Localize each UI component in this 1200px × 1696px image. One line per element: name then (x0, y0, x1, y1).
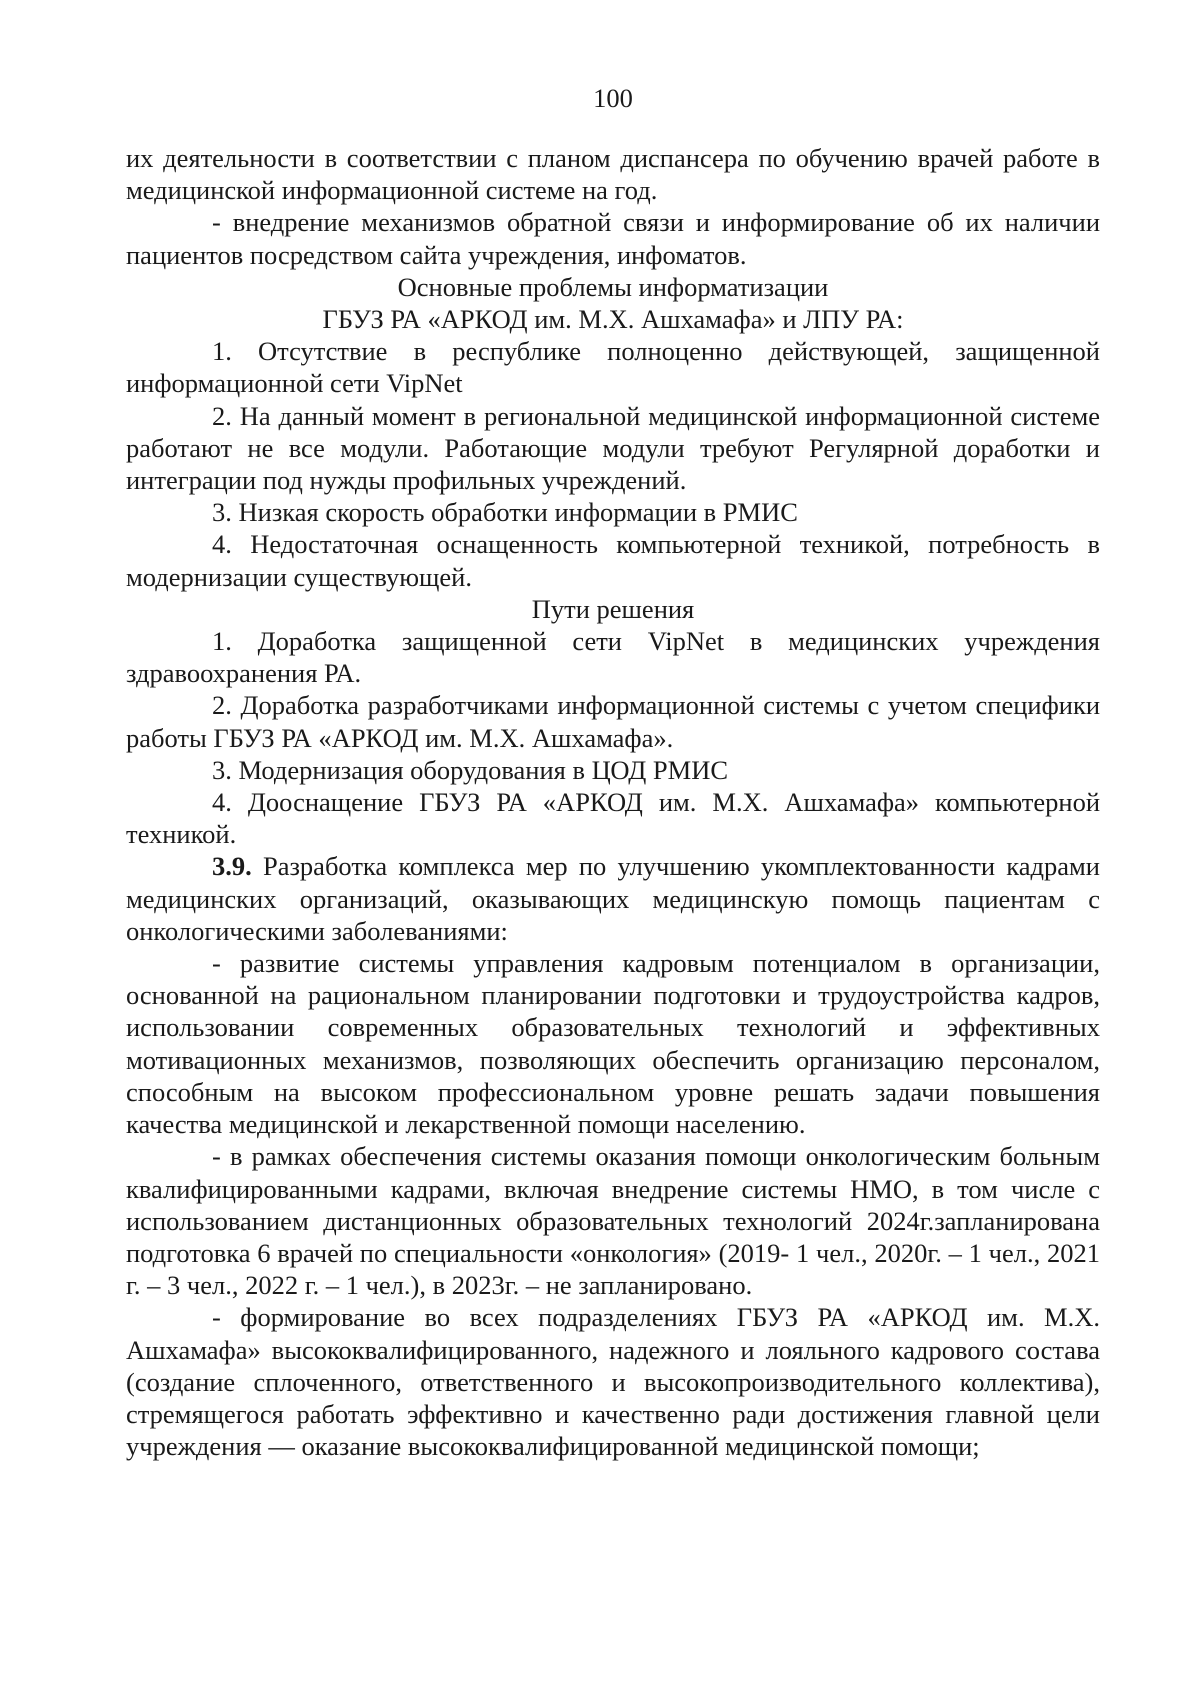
section-number: 3.9. (212, 851, 252, 882)
problem-item-1: 1. Отсутствие в республике полноценно действующей, защищенной информационной сети VipNet (126, 336, 1100, 399)
bullet-staff-formation: - формирование во всех подразделениях ГБУЗ РА «АРКОД им. М.Х. Ашхамафа» высококвалифицированного, надежного и лояльного кадрового состава (создание сплоченного, ответственного и высокопроизводительного коллектива), стремящегося работать эффективно и качественно ради достижения главной цели учреждения — оказание высококвалифицированной медицинской помощи; (126, 1302, 1100, 1462)
solution-item-4: 4. Дооснащение ГБУЗ РА «АРКОД им. М.Х. Ашхамафа» компьютерной техникой. (126, 787, 1100, 850)
page-number: 100 (593, 83, 633, 113)
document-page (126, 82, 1100, 1462)
paragraph-feedback: - внедрение механизмов обратной связи и информирование об их наличии пациентов посредством сайта учреждения, инфоматов. (126, 207, 1100, 270)
section-title: Разработка комплекса мер по улучшению укомплектованности кадрами медицинских организаций, оказывающих медицинскую помощь пациентам с онкологическими заболеваниями: (126, 851, 1100, 946)
heading-problems-line1: Основные проблемы информатизации (397, 271, 829, 302)
heading-problems-line2: ГБУЗ РА «АРКОД им. М.Х. Ашхамафа» и ЛПУ РА: (322, 304, 904, 335)
solution-item-1: 1. Доработка защищенной сети VipNet в медицинских учреждения здравоохранения РА. (126, 626, 1100, 689)
heading-solutions: Пути решения (531, 593, 695, 624)
paragraph-continuation: их деятельности в соответствии с планом диспансера по обучению врачей работе в медицинской информационной системе на год. (126, 143, 1100, 206)
solution-item-2: 2. Доработка разработчиками информационной системы с учетом специфики работы ГБУЗ РА «АРКОД им. М.Х. Ашхамафа». (126, 690, 1100, 753)
problem-item-2: 2. На данный момент в региональной медицинской информационной системе работают не все модули. Работающие модули требуют Регулярной доработки и интеграции под нужды профильных учреждений. (126, 400, 1100, 496)
problem-item-4: 4. Недостаточная оснащенность компьютерной техникой, потребность в модернизации существующей. (126, 529, 1100, 592)
bullet-training: - в рамках обеспечения системы оказания помощи онкологическим больным квалифицированными кадрами, включая внедрение системы НМО, в том числе с использованием дистанционных образовательных технологий 2024г.запланирована подготовка 6 врачей по специальности «онкология» (2019- 1 чел., 2020г. – 1 чел., 2021 г. – 3 чел., 2022 г. – 1 чел.), в 2023г. – не запланировано. (126, 1141, 1100, 1301)
bullet-hr-management: - развитие системы управления кадровым потенциалом в организации, основанной на рациональном планировании подготовки и трудоустройства кадров, использовании современных образовательных технологий и эффективных мотивационных механизмов, позволяющих обеспечить организацию персоналом, способным на высоком профессиональном уровне решать задачи повышения качества медицинской и лекарственной помощи населению. (126, 948, 1100, 1140)
section-3-9 (126, 850, 1100, 947)
solution-item-3: 3. Модернизация оборудования в ЦОД РМИС (212, 754, 729, 785)
problem-item-3: 3. Низкая скорость обработки информации в РМИС (212, 497, 798, 528)
